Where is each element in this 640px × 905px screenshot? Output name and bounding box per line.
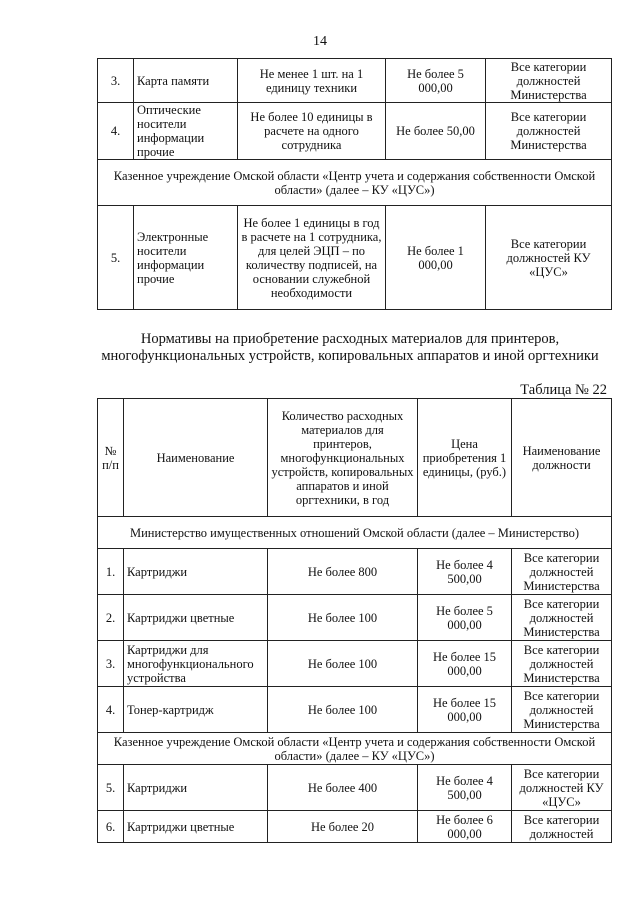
section-row — [98, 733, 612, 765]
item-position: Все категории должностей Министерства — [512, 595, 612, 641]
item-quantity: Не более 100 — [268, 641, 418, 687]
table-label: Таблица № 22 — [520, 382, 607, 398]
table-row — [98, 641, 612, 687]
row-number: 3. — [98, 641, 124, 687]
item-quantity: Не более 800 — [268, 549, 418, 595]
item-price: Не более 15 000,00 — [418, 687, 512, 733]
item-position: Все категории должностей КУ «ЦУС» — [512, 765, 612, 811]
header-quantity: Количество расходных материалов для принтеров, многофункциональных устройств, копировальных аппаратов и иной оргтехники, в год — [268, 399, 418, 517]
section-row — [98, 160, 612, 206]
row-number: 1. — [98, 549, 124, 595]
section-title: Министерство имущественных отношений Омской области (далее – Министерство) — [98, 517, 612, 549]
item-name: Картриджи цветные — [124, 811, 268, 843]
item-price: Не более 6 000,00 — [418, 811, 512, 843]
table-21-continuation — [97, 58, 612, 310]
section-title: Казенное учреждение Омской области «Центр учета и содержания собственности Омской области» (далее – КУ «ЦУС») — [98, 733, 612, 765]
item-price: Не более 5 000,00 — [386, 59, 486, 103]
item-quantity: Не более 100 — [268, 687, 418, 733]
item-position: Все категории должностей Министерства — [512, 687, 612, 733]
item-quantity: Не менее 1 шт. на 1 единицу техники — [238, 59, 386, 103]
table-row — [98, 687, 612, 733]
section-title: Казенное учреждение Омской области «Центр учета и содержания собственности Омской области» (далее – КУ «ЦУС») — [98, 160, 612, 206]
header-position: Наименование должности — [512, 399, 612, 517]
page-number: 14 — [313, 34, 327, 49]
item-price: Не более 15 000,00 — [418, 641, 512, 687]
table-row — [98, 206, 612, 310]
header-number: № п/п — [98, 399, 124, 517]
header-name: Наименование — [124, 399, 268, 517]
item-name: Тонер-картридж — [124, 687, 268, 733]
item-name: Оптические носители информации прочие — [134, 103, 238, 160]
item-name: Картриджи — [124, 549, 268, 595]
item-quantity: Не более 100 — [268, 595, 418, 641]
row-number: 6. — [98, 811, 124, 843]
item-quantity: Не более 10 единицы в расчете на одного сотрудника — [238, 103, 386, 160]
row-number: 5. — [98, 206, 134, 310]
row-number: 5. — [98, 765, 124, 811]
item-position: Все категории должностей Министерства — [486, 103, 612, 160]
table-header-row — [98, 399, 612, 517]
item-position: Все категории должностей Министерства — [512, 641, 612, 687]
table-22-heading: Нормативы на приобретение расходных материалов для принтеров, многофункциональных устройств, копировальных аппаратов и иной оргтехники — [101, 331, 599, 364]
item-name: Картриджи — [124, 765, 268, 811]
table-row — [98, 549, 612, 595]
table-row — [98, 765, 612, 811]
item-quantity: Не более 20 — [268, 811, 418, 843]
item-position: Все категории должностей Министерства — [486, 59, 612, 103]
row-number: 4. — [98, 103, 134, 160]
item-price: Не более 5 000,00 — [418, 595, 512, 641]
item-price: Не более 4 500,00 — [418, 765, 512, 811]
item-price: Не более 50,00 — [386, 103, 486, 160]
item-quantity: Не более 400 — [268, 765, 418, 811]
row-number: 4. — [98, 687, 124, 733]
item-position: Все категории должностей Министерства — [512, 549, 612, 595]
row-number: 3. — [98, 59, 134, 103]
item-name: Электронные носители информации прочие — [134, 206, 238, 310]
table-row — [98, 103, 612, 160]
table-row — [98, 811, 612, 843]
row-number: 2. — [98, 595, 124, 641]
item-name: Карта памяти — [134, 59, 238, 103]
table-22 — [97, 398, 612, 843]
item-name: Картриджи цветные — [124, 595, 268, 641]
header-price: Цена приобретения 1 единицы, (руб.) — [418, 399, 512, 517]
item-price: Не более 4 500,00 — [418, 549, 512, 595]
item-quantity: Не более 1 единицы в год в расчете на 1 сотрудника, для целей ЭЦП – по количеству подписей, на основании служебной необходимости — [238, 206, 386, 310]
item-price: Не более 1 000,00 — [386, 206, 486, 310]
table-row — [98, 595, 612, 641]
section-row — [98, 517, 612, 549]
item-position: Все категории должностей — [512, 811, 612, 843]
item-position: Все категории должностей КУ «ЦУС» — [486, 206, 612, 310]
item-name: Картриджи для многофункционального устройства — [124, 641, 268, 687]
table-row — [98, 59, 612, 103]
